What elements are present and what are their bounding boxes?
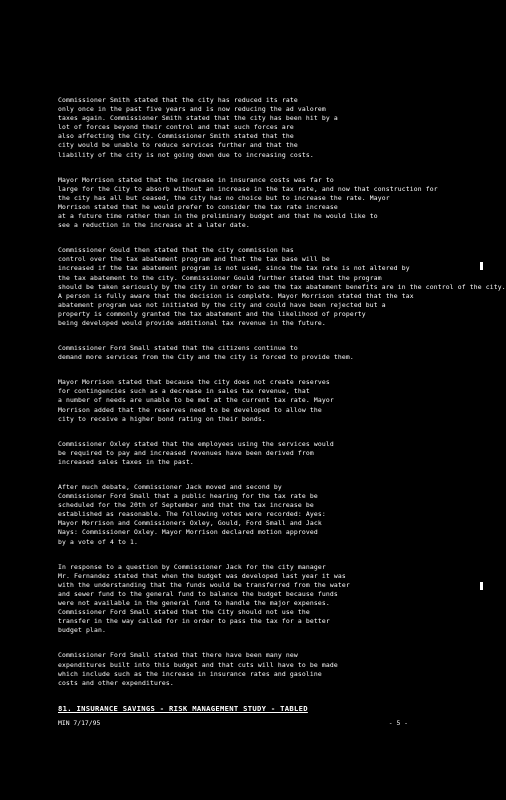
paragraph-line: In response to a question by Commissioner Jack for the city manager xyxy=(58,562,326,571)
paragraph-line: Mayor Morrison and Commissioners Oxley, Gould, Ford Small and Jack xyxy=(58,519,322,528)
paragraph-line: by a vote of 4 to 1. xyxy=(58,537,138,546)
body-paragraph xyxy=(58,246,506,328)
paragraph-line: property is commonly granted the tax abatement and the likelihood of property xyxy=(58,309,366,318)
paragraph-line: also affecting the City. Commissioner Smith stated that the xyxy=(58,132,294,141)
paragraph-line: demand more services from the City and the city is forced to provide them. xyxy=(58,353,354,362)
paragraph-line: being developed would provide additional tax revenue in the future. xyxy=(58,318,326,327)
paragraph-line: large for the City to absorb without an increase in the tax rate, and now that construction for xyxy=(58,184,438,193)
paragraph-line: Mayor Morrison stated that because the city does not create reserves xyxy=(58,378,330,387)
footer-minutes-date: MIN 7/17/95 xyxy=(58,719,101,727)
body-paragraph xyxy=(58,96,430,160)
body-paragraph xyxy=(58,378,430,423)
paragraph-line: which include such as the increase in insurance rates and gasoline xyxy=(58,669,322,678)
paragraph-line: Nays: Commissioner Oxley. Mayor Morrison declared motion approved xyxy=(58,528,318,537)
paragraph-line: the city has all but ceased, the city has no choice but to increase the rate. Mayor xyxy=(58,193,390,202)
body-paragraph xyxy=(58,440,430,467)
paragraph-line: Mr. Fernandez stated that when the budget was developed last year it was xyxy=(58,571,346,580)
paragraph-line: lot of forces beyond their control and that such forces are xyxy=(58,123,294,132)
paragraph-line: taxes again. Commissioner Smith stated that the city has been hit by a xyxy=(58,114,338,123)
paragraph-line: the tax abatement to the city. Commissioner Gould further stated that the program xyxy=(58,273,382,282)
paragraph-line: Commissioner Ford Small that a public hearing for the tax rate be xyxy=(58,492,318,501)
body-paragraph xyxy=(58,651,430,687)
footer-page-number: - 5 - xyxy=(388,719,408,727)
paragraph-line: Commissioner Ford Small stated that the City should not use the xyxy=(58,608,310,617)
paragraph-line: liability of the city is not going down due to increasing costs. xyxy=(58,150,314,159)
paragraph-line: be required to pay and increased revenues have been derived from xyxy=(58,448,314,457)
paragraph-line: see a reduction in the increase at a later date. xyxy=(58,221,250,230)
paragraph-line: Commissioner Ford Small stated that there have been many new xyxy=(58,651,298,660)
body-paragraph xyxy=(58,483,430,547)
paragraph-line: established as reasonable. The following votes were recorded: Ayes: xyxy=(58,510,326,519)
paragraph-line: city would be unable to reduce services further and that the xyxy=(58,141,298,150)
paragraph-line: increased sales taxes in the past. xyxy=(58,457,194,466)
document-body xyxy=(58,96,506,714)
paragraph-line: scheduled for the 20th of September and that the tax increase be xyxy=(58,501,314,510)
paragraph-line: After much debate, Commissioner Jack moved and second by xyxy=(58,483,282,491)
paragraph-line: control over the tax abatement program and that the tax base will be xyxy=(58,255,330,264)
paragraph-line: costs and other expenditures. xyxy=(58,678,174,687)
paragraph-line: should be taken seriously by the city in order to see the tax abatement benefits are in the control of the city. xyxy=(58,282,506,291)
paragraph-line: Commissioner Ford Small stated that the citizens continue to xyxy=(58,344,298,353)
paragraph-line: at a future time rather than in the preliminary budget and that he would like to xyxy=(58,212,378,221)
paragraph-line: budget plan. xyxy=(58,626,106,635)
paragraph-line: Mayor Morrison stated that the increase in insurance costs was far to xyxy=(58,175,334,184)
paragraph-line: a number of needs are unable to be met at the current tax rate. Mayor xyxy=(58,396,334,405)
paragraph-line: transfer in the way called for in order to pass the tax for a better xyxy=(58,617,330,626)
paragraph-line: Morrison stated that he would prefer to consider the tax rate increase xyxy=(58,202,338,211)
body-paragraph xyxy=(58,344,430,362)
paragraph-line: Commissioner Gould then stated that the city commission has xyxy=(58,246,294,255)
scan-edge-mark xyxy=(480,582,483,590)
paragraph-line: increased if the tax abatement program is not used, since the tax rate is not altered by xyxy=(58,264,410,273)
body-paragraph xyxy=(58,563,430,636)
paragraph-line: only once in the past five years and is now reducing the ad valorem xyxy=(58,105,326,114)
paragraph-line: A person is fully aware that the decision is complete. Mayor Morrison stated that the tax xyxy=(58,291,414,300)
paragraph-line: and sewer fund to the general fund to balance the budget because funds xyxy=(58,589,338,598)
body-paragraph xyxy=(58,175,438,231)
paragraph-line: with the understanding that the funds would be transferred from the water xyxy=(58,580,350,589)
paragraph-line: abatement program was not initiated by the city and could have been rejected but a xyxy=(58,300,386,309)
paragraph-line: for contingencies such as a decrease in sales tax revenue, that xyxy=(58,387,310,396)
paragraph-line: Commissioner Oxley stated that the employees using the services would xyxy=(58,439,334,448)
scan-edge-mark xyxy=(480,262,483,270)
agenda-item-heading: 81. INSURANCE SAVINGS - RISK MANAGEMENT STUDY - TABLED xyxy=(58,703,308,713)
paragraph-line: city to receive a higher bond rating on their bonds. xyxy=(58,414,266,423)
paragraph-line: were not available in the general fund to handle the major expenses. xyxy=(58,599,330,608)
paragraph-line: expenditures built into this budget and that cuts will have to be made xyxy=(58,660,338,669)
paragraph-line: Commissioner Smith stated that the city has reduced its rate xyxy=(58,96,298,104)
paragraph-line: Morrison added that the reserves need to be developed to allow the xyxy=(58,405,322,414)
